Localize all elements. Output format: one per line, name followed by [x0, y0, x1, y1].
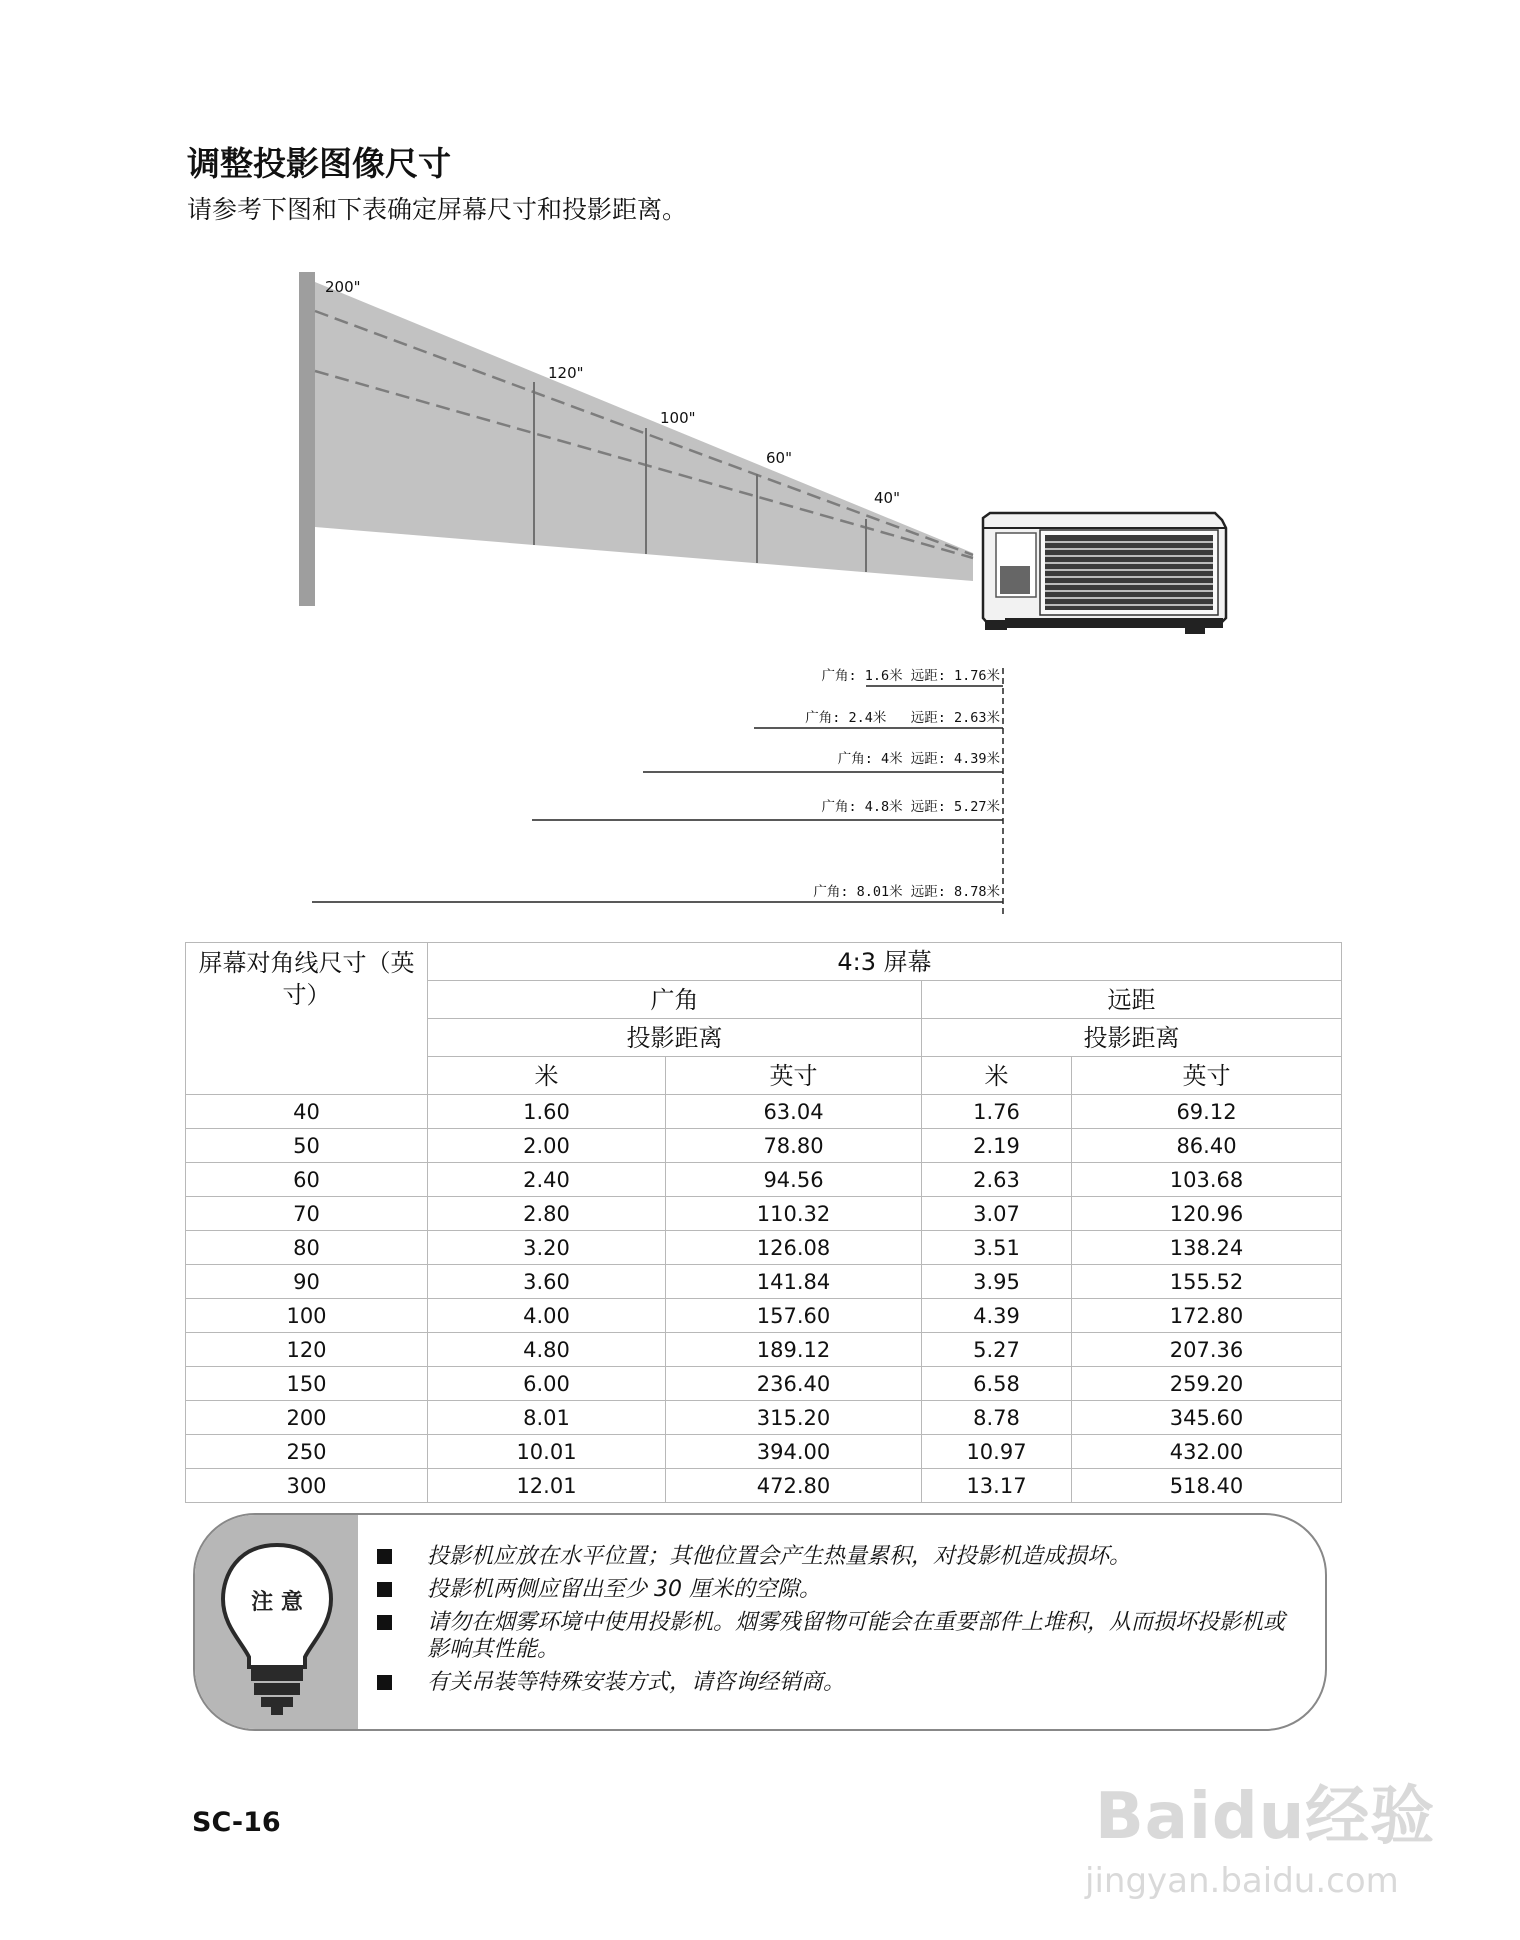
table-cell: 2.40	[428, 1163, 666, 1197]
table-cell: 10.01	[428, 1435, 666, 1469]
table-row	[186, 1129, 1342, 1163]
table-cell: 50	[186, 1129, 428, 1163]
note-item: 请勿在烟雾环境中使用投影机。烟雾残留物可能会在重要部件上堆积，从而损坏投影机或影响其性能。	[377, 1609, 1297, 1663]
distance-label-40: 广角: 1.6米 远距: 1.76米	[821, 668, 1000, 684]
projector-icon	[983, 513, 1226, 634]
table-cell: 141.84	[666, 1265, 922, 1299]
table-cell: 518.40	[1072, 1469, 1342, 1503]
screen-label-200: 200"	[325, 278, 361, 296]
table-cell: 2.63	[922, 1163, 1072, 1197]
note-item: 投影机应放在水平位置；其他位置会产生热量累积，对投影机造成损坏。	[377, 1543, 1297, 1570]
baidu-watermark	[1085, 1765, 1445, 1905]
wide-meter-header: 米	[428, 1057, 666, 1095]
table-cell: 345.60	[1072, 1401, 1342, 1435]
projection-distance-table	[185, 942, 1342, 1503]
table-cell: 2.19	[922, 1129, 1072, 1163]
table-cell: 6.00	[428, 1367, 666, 1401]
wide-header: 广角	[428, 981, 922, 1019]
table-cell: 189.12	[666, 1333, 922, 1367]
table-cell: 1.76	[922, 1095, 1072, 1129]
table-cell: 2.80	[428, 1197, 666, 1231]
table-cell: 432.00	[1072, 1435, 1342, 1469]
table-row	[186, 1197, 1342, 1231]
page-number: SC-16	[192, 1807, 281, 1838]
table-cell: 2.00	[428, 1129, 666, 1163]
table-cell: 3.60	[428, 1265, 666, 1299]
table-row	[186, 1265, 1342, 1299]
screen-label-40: 40"	[874, 489, 900, 507]
table-cell: 3.20	[428, 1231, 666, 1265]
table-row	[186, 1095, 1342, 1129]
table-cell: 120.96	[1072, 1197, 1342, 1231]
page-subtitle: 请参考下图和下表确定屏幕尺寸和投影距离。	[187, 195, 688, 224]
distance-label-60: 广角: 2.4米 远距: 2.63米	[805, 710, 1000, 726]
tele-header: 远距	[922, 981, 1342, 1019]
screen-label-100: 100"	[660, 409, 696, 427]
distance-label-200: 广角: 8.01米 远距: 8.78米	[813, 884, 1000, 900]
table-cell: 110.32	[666, 1197, 922, 1231]
note-item: 投影机两侧应留出至少 30 厘米的空隙。	[377, 1576, 1297, 1603]
note-list	[377, 1543, 1297, 1702]
table-cell: 94.56	[666, 1163, 922, 1197]
table-cell: 10.97	[922, 1435, 1072, 1469]
table-cell: 13.17	[922, 1469, 1072, 1503]
screen-label-60: 60"	[766, 449, 792, 467]
table-cell: 80	[186, 1231, 428, 1265]
note-box	[193, 1513, 1327, 1731]
watermark-url: jingyan.baidu.com	[1085, 1861, 1399, 1901]
table-cell: 236.40	[666, 1367, 922, 1401]
tele-meter-header: 米	[922, 1057, 1072, 1095]
table-cell: 69.12	[1072, 1095, 1342, 1129]
table-cell: 3.07	[922, 1197, 1072, 1231]
table-cell: 100	[186, 1299, 428, 1333]
table-cell: 1.60	[428, 1095, 666, 1129]
table-cell: 200	[186, 1401, 428, 1435]
table-cell: 155.52	[1072, 1265, 1342, 1299]
table-cell: 3.95	[922, 1265, 1072, 1299]
table-cell: 172.80	[1072, 1299, 1342, 1333]
table-cell: 70	[186, 1197, 428, 1231]
tele-distance-header: 投影距离	[922, 1019, 1342, 1057]
table-cell: 150	[186, 1367, 428, 1401]
table-row	[186, 1163, 1342, 1197]
table-cell: 315.20	[666, 1401, 922, 1435]
table-cell: 63.04	[666, 1095, 922, 1129]
table-cell: 126.08	[666, 1231, 922, 1265]
table-cell: 259.20	[1072, 1367, 1342, 1401]
page-title: 调整投影图像尺寸	[187, 144, 451, 183]
table-row	[186, 1333, 1342, 1367]
projection-beam	[315, 282, 973, 581]
table-cell: 8.01	[428, 1401, 666, 1435]
table-cell: 394.00	[666, 1435, 922, 1469]
distance-label-100: 广角: 4米 远距: 4.39米	[837, 751, 1000, 767]
table-row	[186, 1435, 1342, 1469]
table-cell: 3.51	[922, 1231, 1072, 1265]
table-row	[186, 1469, 1342, 1503]
screen-label-120: 120"	[548, 364, 584, 382]
table-cell: 138.24	[1072, 1231, 1342, 1265]
table-cell: 78.80	[666, 1129, 922, 1163]
table-cell: 300	[186, 1469, 428, 1503]
distance-label-120: 广角: 4.8米 远距: 5.27米	[821, 799, 1000, 815]
note-badge: 注 意	[251, 1590, 303, 1615]
table-row	[186, 1401, 1342, 1435]
table-cell: 40	[186, 1095, 428, 1129]
table-cell: 6.58	[922, 1367, 1072, 1401]
note-item: 有关吊装等特殊安装方式，请咨询经销商。	[377, 1669, 1297, 1696]
table-body	[186, 1095, 1342, 1503]
table-cell: 472.80	[666, 1469, 922, 1503]
table-cell: 86.40	[1072, 1129, 1342, 1163]
tele-inch-header: 英寸	[1072, 1057, 1342, 1095]
table-cell: 207.36	[1072, 1333, 1342, 1367]
wide-distance-header: 投影距离	[428, 1019, 922, 1057]
table-cell: 103.68	[1072, 1163, 1342, 1197]
table-cell: 4.80	[428, 1333, 666, 1367]
table-cell: 8.78	[922, 1401, 1072, 1435]
wall	[299, 272, 315, 606]
table-cell: 12.01	[428, 1469, 666, 1503]
table-row	[186, 1367, 1342, 1401]
lightbulb-icon	[195, 1515, 358, 1729]
table-cell: 4.39	[922, 1299, 1072, 1333]
watermark-brand: Baidu经验	[1095, 1780, 1436, 1854]
table-cell: 5.27	[922, 1333, 1072, 1367]
wide-inch-header: 英寸	[666, 1057, 922, 1095]
projection-diagram	[0, 0, 1520, 930]
screen-size-header: 屏幕对角线尺寸（英寸）	[186, 943, 428, 1095]
table-row	[186, 1231, 1342, 1265]
table-cell: 60	[186, 1163, 428, 1197]
table-row	[186, 1299, 1342, 1333]
screen-ratio-header: 4:3 屏幕	[428, 943, 1342, 981]
table-cell: 4.00	[428, 1299, 666, 1333]
table-cell: 250	[186, 1435, 428, 1469]
table-cell: 90	[186, 1265, 428, 1299]
table-cell: 157.60	[666, 1299, 922, 1333]
table-cell: 120	[186, 1333, 428, 1367]
